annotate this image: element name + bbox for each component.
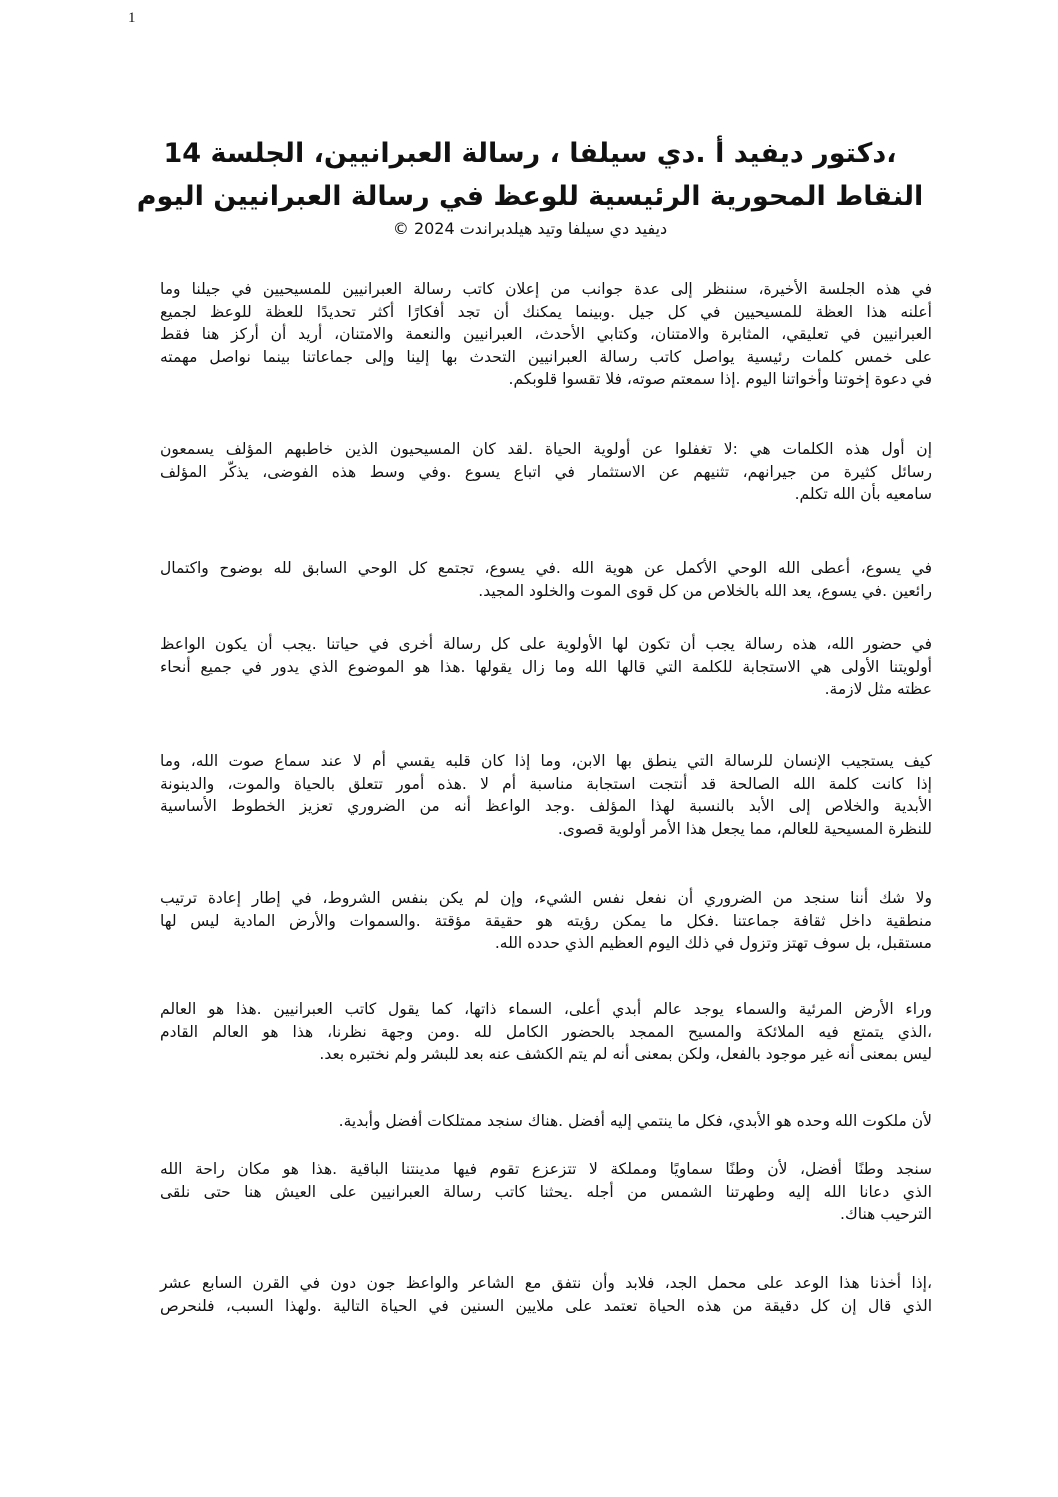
- document-header: [120, 132, 940, 240]
- paragraph-line: مستقبل، بل سوف تهتز وتزول في ذلك اليوم العظيم الذي حدده الله.: [494, 934, 932, 953]
- paragraph-line: رائعين .في يسوع، يعد الله بالخلاص من كل قوى الموت والخلود المجيد.: [478, 581, 932, 600]
- document-title-line-1: ،دكتور ديفيد أ .دي سيلفا ، رسالة العبرانيين، الجلسة 14: [163, 138, 897, 169]
- paragraph: [160, 887, 932, 955]
- paragraph: [160, 557, 932, 602]
- paragraph-line: الأبدية والخلاص إلى الأبد بالنسبة لهذا المؤلف .وجد الواعظ أنه من الضروري تعزيز الخطوط الأساسية: [160, 797, 932, 816]
- paragraph: [160, 278, 932, 391]
- page-number: 1: [128, 10, 136, 26]
- paragraph-line: سامعيه بأن الله تكلم.: [794, 485, 932, 504]
- paragraph-line: العبرانيين في تعليقي، المثابرة والامتنان، وكتابي الأحدث، العبرانيين والنعمة والامتنان، أريد أن أركز هنا فقط: [160, 325, 932, 344]
- paragraph: [160, 633, 932, 701]
- paragraph-line: في يسوع، أعطى الله الوحي الأكمل عن هوية الله .في يسوع، تجتمع كل الوحي السابق لله بوضوح واكتمال: [160, 559, 932, 577]
- document-title-line-2: النقاط المحورية الرئيسية للوعظ في رسالة العبرانيين اليوم: [136, 181, 924, 212]
- paragraph-line: ،إذا أخذنا هذا الوعد على محمل الجد، فلابد وأن نتفق مع الشاعر والواعظ جون دون في القرن السابع عشر: [160, 1274, 932, 1292]
- paragraph: [160, 438, 932, 506]
- paragraph: [160, 1272, 932, 1317]
- paragraph-line: منطقية داخل ثقافة جماعتنا .فكل ما يمكن رؤيته هو حقيقة مؤقتة .والسموات والأرض المادية ليس لها: [160, 911, 932, 930]
- paragraph-line: على خمس كلمات رئيسية يواصل كاتب رسالة العبرانيين التحدث بها إلينا وإلى جماعاتنا بينما نواصل مهمته: [160, 347, 932, 366]
- paragraph-line: للنظرة المسيحية للعالم، مما يجعل هذا الأمر أولوية قصوى.: [557, 819, 932, 838]
- paragraph-line: ليس بمعنى أنه غير موجود بالفعل، ولكن بمعنى أنه لم يتم الكشف عنه بعد للبشر ولم نختبره بعد.: [319, 1045, 932, 1064]
- paragraph-line: في هذه الجلسة الأخيرة، سننظر إلى عدة جوانب من إعلان كاتب رسالة العبرانيين للمسيحيين في جيلنا وما: [160, 280, 932, 298]
- paragraph-line: أعلنه هذا العظة للمسيحيين في كل جيل .وبينما يمكنك أن تجد أفكارًا أكثر تحديدًا للعظة للوعظ لجميع: [160, 302, 932, 321]
- paragraph-line: في دعوة إخوتنا وأخواتنا اليوم .إذا سمعتم صوته، فلا تقسوا قلوبكم.: [508, 370, 932, 389]
- paragraph-line: سنجد وطنًا أفضل، لأن وطنًا سماويًا ومملكة لا تتزعزع تقوم فيها مدينتنا الباقية .هذا هو مكان راحة الله: [160, 1160, 932, 1178]
- paragraph: [160, 1110, 932, 1133]
- paragraph-line: ،الذي يتمتع فيه الملائكة والمسيح الممجد بالحضور الكامل لله .ومن وجهة نظرنا، هذا هو العالم القادم: [160, 1022, 932, 1041]
- paragraph-line: كيف يستجيب الإنسان للرسالة التي ينطق بها الابن، وما إذا كان قلبه يقسي أم لا عند سماع صوت الله، وما: [160, 752, 932, 770]
- paragraph-line: إذا كانت كلمة الله الصالحة قد أنتجت استجابة مناسبة أم لا .هذه أمور تتعلق بالحياة والموت، والدينونة: [160, 774, 932, 793]
- paragraph-line: الذي قال إن كل دقيقة من هذه الحياة تعتمد على ملايين السنين في الحياة التالية .ولهذا السبب، فلنحرص: [160, 1296, 932, 1315]
- copyright-line: ديفيد دي سيلفا وتيد هيلدبراندت 2024 ©: [392, 219, 668, 238]
- paragraph-line: ولا شك أننا سنجد من الضروري أن نفعل نفس الشيء، وإن لم يكن بنفس الشروط، في إطار إعادة ترتيب: [160, 889, 932, 907]
- paragraph-line: رسائل كثيرة من جيرانهم، تثنيهم عن الاستثمار في اتباع يسوع .وفي وسط هذه الفوضى، يذكّر المؤلف: [160, 462, 932, 481]
- paragraph-line: وراء الأرض المرئية والسماء يوجد عالم أبدي أعلى، السماء ذاتها، كما يقول كاتب العبرانيين .هذا هو العالم: [160, 1000, 932, 1018]
- paragraph-line: عظته مثل لازمة.: [824, 680, 932, 699]
- paragraph-line: في حضور الله، هذه رسالة يجب أن تكون لها الأولوية على كل رسالة أخرى في حياتنا .يجب أن يكون الواعظ: [160, 635, 932, 653]
- paragraph: [160, 998, 932, 1066]
- paragraph-line: الذي دعانا الله إليه وطهرتنا الشمس من أجله .يحثنا كاتب رسالة العبرانيين على العيش هنا حتى نلقى: [160, 1182, 932, 1201]
- paragraph-line: الترحيب هناك.: [840, 1205, 932, 1224]
- paragraph-line: لأن ملكوت الله وحده هو الأبدي، فكل ما ينتمي إليه أفضل .هناك سنجد ممتلكات أفضل وأبدية.: [338, 1112, 932, 1130]
- paragraph-line: إن أول هذه الكلمات هي :لا تغفلوا عن أولوية الحياة .لقد كان المسيحيون الذين خاطبهم المؤلف يسمعون: [160, 440, 932, 458]
- paragraph-line: أولويتنا الأولى هي الاستجابة للكلمة التي قالها الله وما زال يقولها .هذا هو الموضوع الذي يدور في جميع أنحاء: [160, 657, 932, 676]
- paragraph: [160, 750, 932, 840]
- paragraph: [160, 1158, 932, 1226]
